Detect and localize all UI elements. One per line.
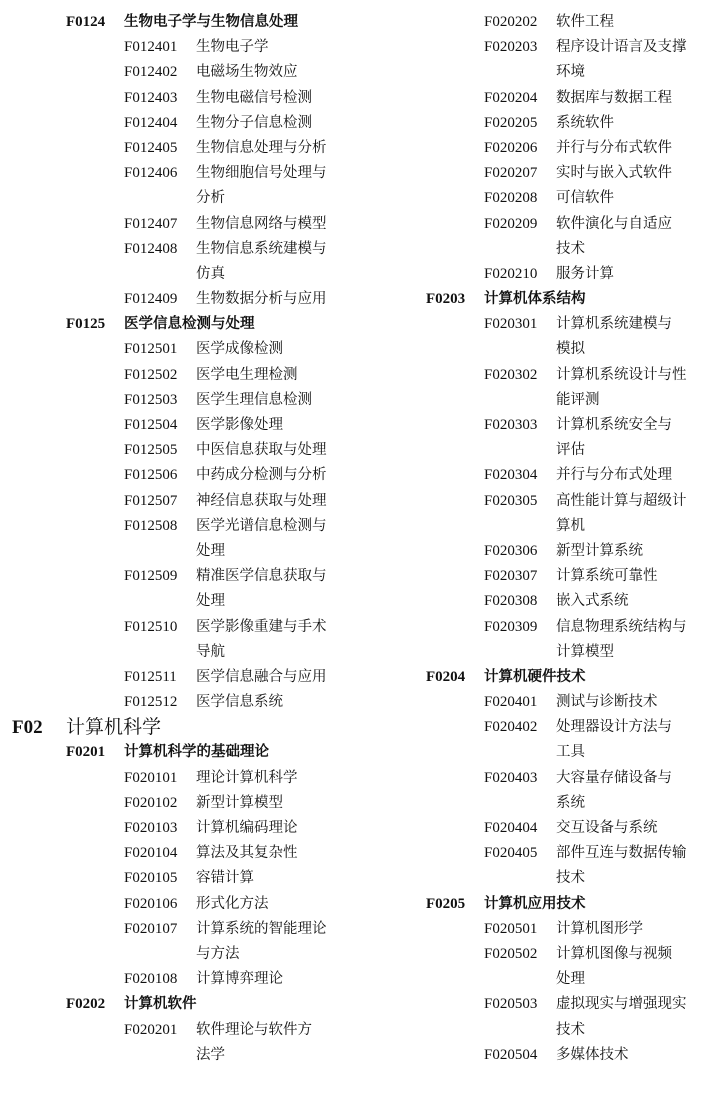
entry-title: 嵌入式系统 bbox=[556, 593, 629, 610]
entry-continuation bbox=[0, 589, 360, 614]
entry-row bbox=[360, 917, 720, 942]
entry-row bbox=[360, 363, 720, 388]
entry-title: 生物电子学与生物信息处理 bbox=[124, 14, 298, 30]
entry-title: 处理 bbox=[556, 971, 585, 988]
entry-row bbox=[0, 967, 360, 992]
entry-code: F020304 bbox=[484, 467, 538, 484]
entry-row bbox=[0, 791, 360, 816]
entry-title: 分析 bbox=[196, 190, 225, 207]
entry-title: 新型计算模型 bbox=[196, 794, 283, 811]
entry-title: 生物信息系统建模与 bbox=[196, 240, 327, 257]
entry-continuation bbox=[360, 640, 720, 665]
entry-code: F020210 bbox=[484, 265, 538, 282]
entry-row bbox=[360, 564, 720, 589]
entry-title: 医学信息检测与处理 bbox=[124, 316, 255, 333]
entry-code: F012510 bbox=[124, 618, 178, 635]
subsection-heading bbox=[0, 10, 360, 35]
entry-row bbox=[0, 463, 360, 488]
entry-row bbox=[360, 766, 720, 791]
entry-code: F0124 bbox=[66, 14, 106, 30]
entry-row bbox=[360, 212, 720, 237]
entry-title: 容错计算 bbox=[196, 870, 254, 887]
subsection-heading bbox=[0, 312, 360, 337]
entry-title: 中药成分检测与分析 bbox=[196, 467, 327, 484]
entry-continuation bbox=[0, 186, 360, 211]
entry-title: 测试与诊断技术 bbox=[556, 694, 658, 711]
left-column bbox=[0, 10, 360, 1068]
entry-title: 并行与分布式软件 bbox=[556, 139, 672, 156]
entry-title: 虚拟现实与增强现实 bbox=[556, 996, 687, 1013]
entry-code: F020405 bbox=[484, 845, 538, 862]
entry-row bbox=[360, 161, 720, 186]
entry-title: 医学光谱信息检测与 bbox=[196, 517, 327, 534]
entry-title: 计算系统可靠性 bbox=[556, 568, 658, 585]
entry-title: 程序设计语言及支撑 bbox=[556, 39, 687, 56]
entry-title: 理论计算机科学 bbox=[196, 769, 298, 786]
entry-code: F012502 bbox=[124, 366, 178, 383]
entry-title: 数据库与数据工程 bbox=[556, 89, 672, 106]
entry-row bbox=[0, 564, 360, 589]
entry-code: F020402 bbox=[484, 719, 538, 736]
entry-title: 医学生理信息检测 bbox=[196, 391, 312, 408]
entry-code: F012408 bbox=[124, 240, 178, 257]
entry-code: F020309 bbox=[484, 618, 538, 635]
entry-title: 与方法 bbox=[196, 945, 240, 962]
entry-continuation bbox=[360, 791, 720, 816]
entry-code: F020306 bbox=[484, 542, 538, 559]
entry-title: 精准医学信息获取与 bbox=[196, 568, 327, 585]
entry-code: F020201 bbox=[124, 1021, 178, 1038]
entry-code: F020103 bbox=[124, 820, 178, 836]
entry-code: F012405 bbox=[124, 139, 178, 156]
subsection-heading bbox=[360, 892, 720, 917]
entry-code: F012504 bbox=[124, 417, 178, 433]
entry-row bbox=[0, 212, 360, 237]
entry-row bbox=[360, 942, 720, 967]
entry-title: 技术 bbox=[556, 1021, 585, 1038]
entry-row bbox=[360, 312, 720, 337]
entry-title: 大容量存储设备与 bbox=[556, 769, 672, 786]
entry-code: F020203 bbox=[484, 39, 538, 56]
entry-code: F020207 bbox=[484, 165, 538, 182]
entry-code: F020308 bbox=[484, 593, 538, 610]
entry-row bbox=[360, 992, 720, 1017]
entry-code: F020104 bbox=[124, 845, 178, 862]
entry-code: F0125 bbox=[66, 316, 106, 333]
entry-title: 导航 bbox=[196, 643, 225, 660]
entry-code: F012511 bbox=[124, 668, 177, 685]
entry-code: F020205 bbox=[484, 114, 538, 131]
entry-title: 医学影像处理 bbox=[196, 417, 283, 433]
entry-row bbox=[360, 589, 720, 614]
entry-title: 服务计算 bbox=[556, 265, 614, 282]
entry-title: 实时与嵌入式软件 bbox=[556, 165, 672, 182]
entry-title: 环境 bbox=[556, 64, 585, 81]
entry-code: F0202 bbox=[66, 996, 106, 1013]
entry-code: F020503 bbox=[484, 996, 538, 1013]
entry-code: F0203 bbox=[426, 291, 466, 308]
entry-title: 生物电子学 bbox=[196, 39, 269, 56]
entry-title: 多媒体技术 bbox=[556, 1046, 629, 1063]
entry-row bbox=[0, 60, 360, 85]
entry-title: 软件理论与软件方 bbox=[196, 1021, 312, 1038]
entry-row bbox=[0, 388, 360, 413]
entry-title: 计算机应用技术 bbox=[484, 895, 586, 912]
entry-title: 部件互连与数据传输 bbox=[556, 845, 687, 862]
entry-row bbox=[360, 615, 720, 640]
entry-title: 算法及其复杂性 bbox=[196, 845, 298, 862]
entry-code: F020403 bbox=[484, 769, 538, 786]
entry-title: 计算机软件 bbox=[124, 996, 197, 1013]
entry-code: F020401 bbox=[484, 694, 538, 711]
entry-row bbox=[360, 1043, 720, 1068]
entry-code: F020502 bbox=[484, 945, 538, 962]
entry-continuation bbox=[0, 640, 360, 665]
entry-continuation bbox=[0, 262, 360, 287]
entry-code: F020106 bbox=[124, 895, 178, 912]
subsection-heading bbox=[0, 740, 360, 765]
entry-row bbox=[0, 86, 360, 111]
entry-code: F012503 bbox=[124, 391, 178, 408]
entry-title: 计算机硬件技术 bbox=[484, 668, 586, 685]
entry-title: 医学影像重建与手术 bbox=[196, 618, 327, 635]
entry-title: 生物数据分析与应用 bbox=[196, 291, 327, 308]
entry-continuation bbox=[360, 514, 720, 539]
entry-title: 处理器设计方法与 bbox=[556, 719, 672, 736]
entry-row bbox=[360, 690, 720, 715]
entry-row bbox=[0, 766, 360, 791]
entry-row bbox=[0, 615, 360, 640]
entry-code: F020404 bbox=[484, 820, 538, 836]
entry-code: F020108 bbox=[124, 971, 178, 988]
entry-row bbox=[360, 816, 720, 841]
entry-row bbox=[0, 1018, 360, 1043]
subsection-heading bbox=[0, 992, 360, 1017]
entry-code: F012403 bbox=[124, 89, 178, 106]
entry-title: 计算博弈理论 bbox=[196, 971, 283, 988]
entry-title: 高性能计算与超级计 bbox=[556, 492, 687, 509]
entry-row bbox=[360, 489, 720, 514]
entry-row bbox=[0, 917, 360, 942]
entry-title: 新型计算系统 bbox=[556, 542, 643, 559]
entry-row bbox=[0, 438, 360, 463]
entry-row bbox=[360, 35, 720, 60]
entry-title: 生物电磁信号检测 bbox=[196, 89, 312, 106]
subsection-heading bbox=[360, 665, 720, 690]
entry-code: F012404 bbox=[124, 114, 178, 131]
entry-code: F012505 bbox=[124, 442, 178, 459]
entry-title: 技术 bbox=[556, 870, 585, 887]
entry-title: 系统软件 bbox=[556, 114, 614, 131]
entry-title: 医学电生理检测 bbox=[196, 366, 298, 383]
entry-continuation bbox=[360, 237, 720, 262]
entry-code: F020501 bbox=[484, 920, 538, 937]
right-column bbox=[360, 10, 720, 1068]
entry-continuation bbox=[360, 438, 720, 463]
entry-row bbox=[360, 111, 720, 136]
entry-code: F012507 bbox=[124, 492, 178, 509]
entry-title: 信息物理系统结构与 bbox=[556, 618, 687, 635]
entry-title: 处理 bbox=[196, 593, 225, 610]
entry-row bbox=[360, 413, 720, 438]
entry-code: F020302 bbox=[484, 366, 538, 383]
entry-code: F012508 bbox=[124, 517, 178, 534]
entry-row bbox=[0, 665, 360, 690]
entry-row bbox=[0, 136, 360, 161]
entry-row bbox=[360, 10, 720, 35]
entry-row bbox=[360, 136, 720, 161]
entry-title: 处理 bbox=[196, 542, 225, 559]
entry-code: F012406 bbox=[124, 165, 178, 182]
entry-continuation bbox=[360, 740, 720, 765]
entry-row bbox=[0, 337, 360, 362]
entry-code: F020307 bbox=[484, 568, 538, 585]
entry-continuation bbox=[0, 539, 360, 564]
entry-title: 计算机体系结构 bbox=[484, 291, 586, 308]
entry-code: F020303 bbox=[484, 417, 538, 433]
entry-title: 算机 bbox=[556, 517, 585, 534]
entry-row bbox=[0, 413, 360, 438]
entry-continuation bbox=[0, 1043, 360, 1068]
entry-title: 计算机编码理论 bbox=[196, 820, 298, 836]
entry-code: F012401 bbox=[124, 39, 178, 56]
entry-title: 计算机系统设计与性 bbox=[556, 366, 687, 383]
entry-title: 形式化方法 bbox=[196, 895, 269, 912]
entry-code: F0204 bbox=[426, 668, 466, 685]
entry-title: 医学信息系统 bbox=[196, 694, 283, 711]
entry-code: F020504 bbox=[484, 1046, 538, 1063]
entry-title: 软件演化与自适应 bbox=[556, 215, 672, 232]
entry-code: F020102 bbox=[124, 794, 178, 811]
entry-row bbox=[0, 363, 360, 388]
entry-code: F012407 bbox=[124, 215, 178, 232]
entry-title: 模拟 bbox=[556, 341, 585, 358]
entry-continuation bbox=[360, 1018, 720, 1043]
entry-title: 仿真 bbox=[196, 265, 225, 282]
entry-row bbox=[360, 841, 720, 866]
entry-row bbox=[360, 463, 720, 488]
entry-code: F012402 bbox=[124, 64, 178, 81]
entry-code: F020105 bbox=[124, 870, 178, 887]
entry-row bbox=[360, 715, 720, 740]
entry-code: F020202 bbox=[484, 14, 538, 30]
entry-title: 工具 bbox=[556, 744, 585, 761]
entry-code: F0205 bbox=[426, 895, 466, 912]
entry-title: 计算系统的智能理论 bbox=[196, 920, 327, 937]
entry-title: 神经信息获取与处理 bbox=[196, 492, 327, 509]
entry-code: F012409 bbox=[124, 291, 178, 308]
entry-code: F020208 bbox=[484, 190, 538, 207]
entry-continuation bbox=[360, 866, 720, 891]
entry-code: F0201 bbox=[66, 744, 106, 761]
entry-code: F020305 bbox=[484, 492, 538, 509]
entry-title: 能评测 bbox=[556, 391, 600, 408]
entry-code: F020101 bbox=[124, 769, 178, 786]
entry-title: 计算机图形学 bbox=[556, 920, 643, 937]
entry-row bbox=[0, 161, 360, 186]
entry-title: 电磁场生物效应 bbox=[196, 64, 298, 81]
entry-title: 计算模型 bbox=[556, 643, 614, 660]
entry-title: 医学成像检测 bbox=[196, 341, 283, 358]
entry-code: F012506 bbox=[124, 467, 178, 484]
entry-row bbox=[0, 489, 360, 514]
entry-row bbox=[360, 262, 720, 287]
entry-row bbox=[0, 816, 360, 841]
entry-continuation bbox=[360, 967, 720, 992]
entry-title: 生物分子信息检测 bbox=[196, 114, 312, 131]
entry-title: 技术 bbox=[556, 240, 585, 257]
entry-continuation bbox=[360, 60, 720, 85]
entry-code: F012512 bbox=[124, 694, 178, 711]
entry-title: 计算机科学 bbox=[66, 716, 162, 739]
entry-title: 计算机科学的基础理论 bbox=[124, 744, 269, 761]
entry-title: 计算机系统安全与 bbox=[556, 417, 672, 433]
entry-title: 计算机系统建模与 bbox=[556, 316, 672, 333]
entry-code: F020107 bbox=[124, 920, 178, 937]
entry-row bbox=[0, 514, 360, 539]
entry-row bbox=[0, 237, 360, 262]
section-heading bbox=[0, 715, 360, 740]
entry-code: F02 bbox=[12, 717, 43, 739]
entry-continuation bbox=[360, 337, 720, 362]
entry-title: 中医信息获取与处理 bbox=[196, 442, 327, 459]
entry-code: F012509 bbox=[124, 568, 178, 585]
entry-continuation bbox=[360, 388, 720, 413]
entry-title: 法学 bbox=[196, 1046, 225, 1063]
entry-title: 医学信息融合与应用 bbox=[196, 668, 327, 685]
entry-continuation bbox=[0, 942, 360, 967]
entry-row bbox=[0, 841, 360, 866]
entry-row bbox=[360, 539, 720, 564]
entry-code: F020301 bbox=[484, 316, 538, 333]
entry-code: F020206 bbox=[484, 139, 538, 156]
entry-title: 生物信息处理与分析 bbox=[196, 139, 327, 156]
entry-title: 并行与分布式处理 bbox=[556, 467, 672, 484]
entry-row bbox=[0, 866, 360, 891]
entry-title: 计算机图像与视频 bbox=[556, 945, 672, 962]
entry-row bbox=[0, 690, 360, 715]
entry-row bbox=[0, 111, 360, 136]
entry-title: 评估 bbox=[556, 442, 585, 459]
entry-title: 系统 bbox=[556, 794, 585, 811]
entry-row bbox=[360, 86, 720, 111]
entry-title: 生物信息网络与模型 bbox=[196, 215, 327, 232]
entry-title: 生物细胞信号处理与 bbox=[196, 165, 327, 182]
subsection-heading bbox=[360, 287, 720, 312]
entry-row bbox=[0, 287, 360, 312]
entry-code: F012501 bbox=[124, 341, 178, 358]
entry-row bbox=[0, 35, 360, 60]
entry-row bbox=[360, 186, 720, 211]
entry-title: 软件工程 bbox=[556, 14, 614, 30]
entry-code: F020204 bbox=[484, 89, 538, 106]
entry-title: 可信软件 bbox=[556, 190, 614, 207]
entry-title: 交互设备与系统 bbox=[556, 820, 658, 836]
entry-code: F020209 bbox=[484, 215, 538, 232]
entry-row bbox=[0, 892, 360, 917]
